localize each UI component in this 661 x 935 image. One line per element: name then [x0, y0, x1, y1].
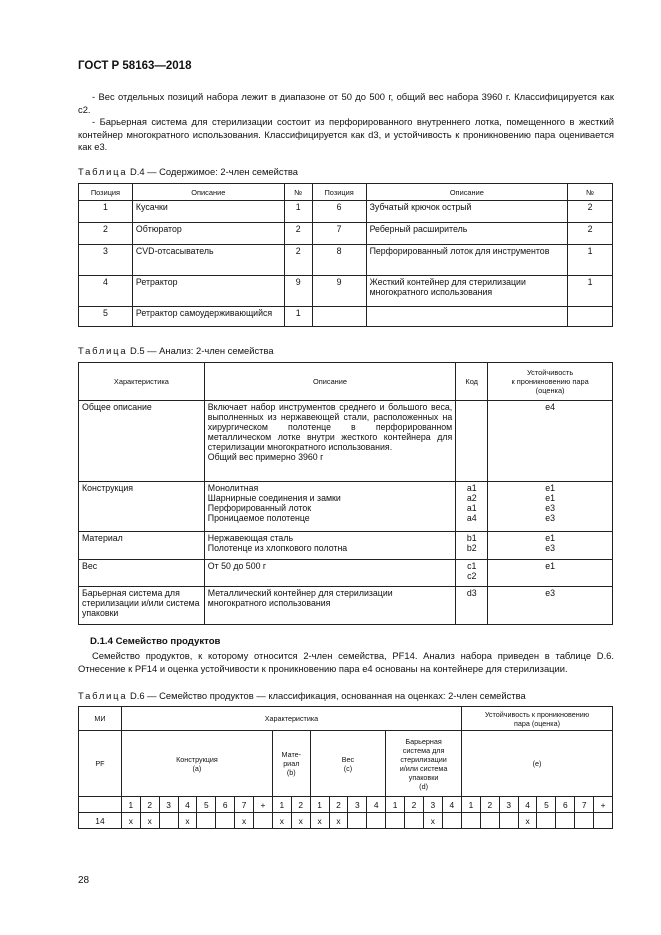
- table-d5-header: Характеристика: [79, 363, 205, 401]
- table-cell: 1: [568, 276, 613, 307]
- table-row: [79, 201, 613, 223]
- table-cell: x: [310, 813, 329, 829]
- table-cell: 2: [284, 223, 312, 245]
- table-cell: e4: [488, 401, 613, 482]
- table-cell: [568, 307, 613, 327]
- table-cell: [537, 813, 556, 829]
- page-number: 28: [78, 875, 90, 886]
- table-cell: x: [423, 813, 442, 829]
- table-cell: 4: [178, 797, 197, 813]
- table-cell: 4: [518, 797, 537, 813]
- table-cell: 2: [405, 797, 424, 813]
- table-cell: 1: [310, 797, 329, 813]
- table-d6-construction-header: Конструкция (a): [121, 731, 272, 797]
- table-d6-weight-header: Вес (c): [310, 731, 386, 797]
- table-cell: x: [121, 813, 140, 829]
- table-d6-caption: Таблица D.6 — Семейство продуктов — классификация, основанная на оценках: 2-член семейства: [78, 690, 526, 701]
- table-cell: [254, 813, 273, 829]
- table-cell: x: [140, 813, 159, 829]
- table-cell: 1: [284, 307, 312, 327]
- table-row: [79, 532, 613, 560]
- table-cell: [367, 813, 386, 829]
- table-cell: e1 e1 e3 e3: [488, 482, 613, 532]
- table-d6-group-row: [79, 731, 613, 797]
- table-cell: Конструкция: [79, 482, 205, 532]
- table-cell: 8: [312, 245, 366, 276]
- table-cell: 2: [284, 245, 312, 276]
- table-cell: [456, 401, 488, 482]
- table-cell: От 50 до 500 г: [204, 560, 455, 587]
- table-cell: [442, 813, 461, 829]
- table-cell: 1: [461, 797, 480, 813]
- table-cell: [348, 813, 367, 829]
- table-row: [79, 401, 613, 482]
- intro-paragraph-weight: - Вес отдельных позиций набора лежит в диапазоне от 50 до 500 г, общий вес набора 3960 г. Классифицируется как c2.: [78, 91, 614, 115]
- table-cell: [499, 813, 518, 829]
- table-cell: Ретрактор самоудерживающийся: [132, 307, 284, 327]
- table-cell: Вес: [79, 560, 205, 587]
- page-header: ГОСТ Р 58163—2018: [78, 60, 192, 72]
- table-d6-resistance-header: Устойчивость к проникновению пара (оценка): [461, 707, 612, 731]
- table-cell: 3: [423, 797, 442, 813]
- section-paragraph: Семейство продуктов, к которому относится 2-член семейства, PF14. Анализ набора приведен в таблице D.6. Отнесение к PF14 и оценка устойчивости к проникновению пара е4 основаны на контейнере для стерилизации.: [78, 650, 614, 674]
- section-title: D.1.4 Семейство продуктов: [90, 636, 221, 647]
- table-cell: [386, 813, 405, 829]
- table-row: [79, 560, 613, 587]
- table-cell: c1 c2: [456, 560, 488, 587]
- table-cell: 9: [284, 276, 312, 307]
- table-cell: 1: [568, 245, 613, 276]
- table-cell: [480, 813, 499, 829]
- table-cell: a1 a2 a1 a4: [456, 482, 488, 532]
- table-d6-pf-header: PF: [79, 731, 122, 797]
- table-row: [79, 307, 613, 327]
- table-cell: e3: [488, 587, 613, 625]
- table-cell: [216, 813, 235, 829]
- table-row: [79, 223, 613, 245]
- table-cell: 6: [216, 797, 235, 813]
- table-cell: [461, 813, 480, 829]
- table-cell: 1: [121, 797, 140, 813]
- table-d4-caption: Таблица D.4 — Содержимое: 2-член семейства: [78, 166, 298, 177]
- table-cell: 4: [79, 276, 133, 307]
- table-cell: 7: [575, 797, 594, 813]
- table-d4-header-row: [79, 184, 613, 201]
- table-row: [79, 276, 613, 307]
- table-cell: [366, 307, 568, 327]
- table-cell: 1: [79, 201, 133, 223]
- table-cell: 1: [284, 201, 312, 223]
- table-cell: 3: [159, 797, 178, 813]
- table-cell: 3: [348, 797, 367, 813]
- table-cell: 14: [79, 813, 122, 829]
- table-cell: 3: [79, 245, 133, 276]
- table-cell: 2: [329, 797, 348, 813]
- table-d4-header: Описание: [132, 184, 284, 201]
- table-row: [79, 482, 613, 532]
- table-cell: [312, 307, 366, 327]
- table-cell: 5: [79, 307, 133, 327]
- table-cell: [405, 813, 424, 829]
- table-cell: Кусачки: [132, 201, 284, 223]
- table-cell: +: [594, 797, 613, 813]
- table-cell: Включает набор инструментов среднего и большого веса, выполненных из нержавеющей стали, расположенных на хирургическом полотенце в перфорированном металлическом лотке внутри жесткого контейнера для стерилизации многократного использования. Общий вес примерно 3960 г: [204, 401, 455, 482]
- table-cell: Зубчатый крючок острый: [366, 201, 568, 223]
- table-cell: 2: [568, 223, 613, 245]
- table-cell: [556, 813, 575, 829]
- table-cell: 1: [272, 797, 291, 813]
- table-row: [79, 587, 613, 625]
- table-cell: Барьерная система для стерилизации и/или система упаковки: [79, 587, 205, 625]
- table-cell: Материал: [79, 532, 205, 560]
- table-d4-header: Позиция: [312, 184, 366, 201]
- table-cell: CVD-отсасыватель: [132, 245, 284, 276]
- table-cell: [159, 813, 178, 829]
- table-cell: 4: [367, 797, 386, 813]
- table-d5-header: Описание: [204, 363, 455, 401]
- table-cell: [575, 813, 594, 829]
- table-cell: Перфорированный лоток для инструментов: [366, 245, 568, 276]
- table-cell: 5: [537, 797, 556, 813]
- table-cell: 5: [197, 797, 216, 813]
- table-d5-header: Устойчивость к проникновению пара (оценка): [488, 363, 613, 401]
- table-cell: Нержавеющая сталь Полотенце из хлопкового полотна: [204, 532, 455, 560]
- table-d4-header: Описание: [366, 184, 568, 201]
- table-cell: 2: [79, 223, 133, 245]
- table-d5-header-row: [79, 363, 613, 401]
- table-cell: Ретрактор: [132, 276, 284, 307]
- table-cell: e1 e3: [488, 532, 613, 560]
- table-cell: x: [291, 813, 310, 829]
- table-cell: 4: [442, 797, 461, 813]
- table-cell: x: [518, 813, 537, 829]
- table-cell: b1 b2: [456, 532, 488, 560]
- table-d6-mi-header: МИ: [79, 707, 122, 731]
- table-cell: [594, 813, 613, 829]
- intro-paragraph-barrier: - Барьерная система для стерилизации состоит из перфорированного внутреннего лотка, помещенного в жесткий контейнер многократного использования. Классифицируется как d3, и устойчивость к проникновению пара оценивается как е3.: [78, 116, 614, 152]
- table-d4-header: №: [284, 184, 312, 201]
- table-cell: Обтюратор: [132, 223, 284, 245]
- table-d4-header: №: [568, 184, 613, 201]
- table-cell: 7: [312, 223, 366, 245]
- table-cell: 7: [235, 797, 254, 813]
- table-d6-material-header: Мате- риал (b): [272, 731, 310, 797]
- table-cell: d3: [456, 587, 488, 625]
- table-d6-barrier-header: Барьерная система для стерилизации и/или система упаковки (d): [386, 731, 462, 797]
- table-cell: Монолитная Шарнирные соединения и замки Перфорированный лоток Проницаемое полотенце: [204, 482, 455, 532]
- table-cell: x: [178, 813, 197, 829]
- table-cell: x: [272, 813, 291, 829]
- table-d6-header-row: [79, 707, 613, 731]
- table-d6-characteristic-header: Характеристика: [121, 707, 461, 731]
- intro-text: [78, 91, 614, 154]
- table-cell: e1: [488, 560, 613, 587]
- table-row: [79, 245, 613, 276]
- table-cell: Общее описание: [79, 401, 205, 482]
- table-cell: 2: [291, 797, 310, 813]
- table-cell: 3: [499, 797, 518, 813]
- table-d5-caption: Таблица D.5 — Анализ: 2-член семейства: [78, 345, 274, 356]
- table-cell: 6: [556, 797, 575, 813]
- table-cell: 6: [312, 201, 366, 223]
- table-cell: x: [235, 813, 254, 829]
- table-cell: [79, 797, 122, 813]
- table-cell: +: [254, 797, 273, 813]
- section-text: [78, 650, 614, 675]
- table-d4-header: Позиция: [79, 184, 133, 201]
- table-cell: 2: [140, 797, 159, 813]
- table-d6-e-header: (e): [461, 731, 612, 797]
- table-cell: [197, 813, 216, 829]
- table-cell: Металлический контейнер для стерилизации многократного использования: [204, 587, 455, 625]
- table-cell: 2: [480, 797, 499, 813]
- table-d6: [78, 706, 613, 829]
- table-cell: 9: [312, 276, 366, 307]
- table-d4: [78, 183, 613, 327]
- table-d5-header: Код: [456, 363, 488, 401]
- table-cell: Реберный расширитель: [366, 223, 568, 245]
- table-row: [79, 813, 613, 829]
- table-cell: x: [329, 813, 348, 829]
- table-d6-numbers-row: [79, 797, 613, 813]
- table-cell: 2: [568, 201, 613, 223]
- table-cell: Жесткий контейнер для стерилизации многократного использования: [366, 276, 568, 307]
- table-cell: 1: [386, 797, 405, 813]
- table-d5: [78, 362, 613, 625]
